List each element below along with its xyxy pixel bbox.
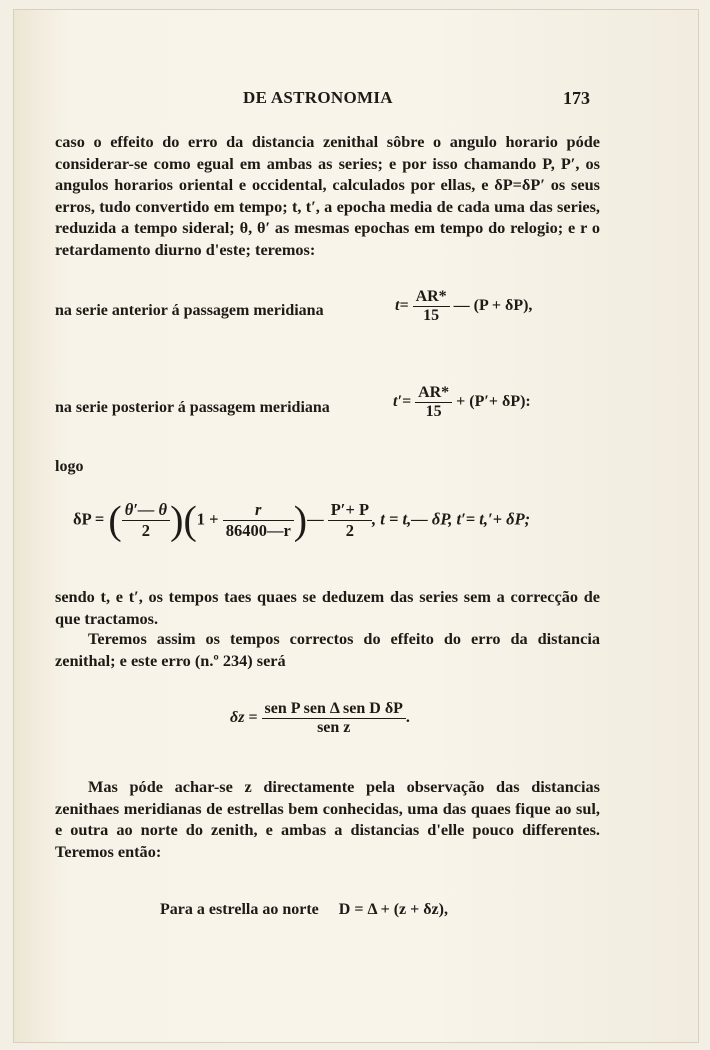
- equation-anterior: [55, 288, 615, 336]
- logo-word: logo: [55, 458, 84, 475]
- eq-c-one-plus: 1 +: [196, 509, 219, 529]
- equation-posterior-label: na serie posterior á passagem meridiana: [55, 399, 330, 416]
- eq-c-lhs: δP =: [73, 509, 105, 529]
- eq-a-denominator: 15: [423, 307, 440, 324]
- eq-c-f2-denominator: 86400—r: [225, 521, 291, 540]
- running-title: DE ASTRONOMIA: [243, 88, 393, 107]
- equation-north-star: [160, 901, 448, 919]
- eq-b-numerator: AR*: [415, 384, 452, 403]
- eq-e-formula: D = Δ + (z + δz),: [338, 901, 448, 918]
- eq-c-fraction-3: [328, 500, 372, 541]
- eq-d-tail: .: [405, 709, 410, 727]
- equation-delta-z-formula: [230, 700, 410, 737]
- page-number: 173: [563, 88, 590, 108]
- eq-c-fraction-1: [122, 500, 170, 541]
- page-header: [0, 80, 710, 110]
- equation-anterior-label: na serie anterior á passagem meridiana: [55, 302, 324, 319]
- eq-c-fraction-2: [223, 500, 294, 541]
- eq-c-f3-numerator: P′+ P: [328, 500, 372, 521]
- close-paren-1: ): [170, 497, 184, 543]
- eq-d-numerator: sen P sen Δ sen D δP: [262, 700, 406, 719]
- paragraph-4: Mas póde achar-se z directamente pela observação das distancias zenithaes meridianas de estrellas bem conhecidas, uma das quaes fique ao sul, e outra ao norte do zenith, e ambas a distancias d'elle pouco differentes. Teremos então:: [55, 777, 600, 861]
- paragraph-3: Teremos assim os tempos correctos do effeito do erro da distancia zenithal; e este erro (n.º 234) será: [55, 629, 600, 670]
- eq-c-f2-numerator: r: [223, 500, 294, 521]
- equation-anterior-formula: [395, 288, 532, 325]
- eq-c-f1-numerator: θ′— θ: [122, 500, 170, 521]
- eq-e-label: Para a estrella ao norte: [160, 901, 319, 918]
- eq-b-fraction: [415, 384, 452, 421]
- equation-posterior-formula: [393, 384, 531, 421]
- eq-c-tail: , t = t,— δP, t′= t,′+ δP;: [372, 509, 531, 529]
- close-paren-2: ): [293, 497, 308, 543]
- eq-b-rhs: + (P′+ δP):: [456, 393, 531, 411]
- eq-b-denominator: 15: [425, 403, 442, 420]
- eq-b-lhs: t′=: [393, 393, 412, 411]
- eq-d-fraction: [262, 700, 406, 737]
- equation-delta-p: [55, 497, 615, 556]
- eq-c-f1-denominator: 2: [141, 521, 151, 540]
- paragraph-1: caso o effeito do erro da distancia zenithal sôbre o angulo horario póde considerar-se como egual em ambas as series; e por isso chamando P, P′, os angulos horarios oriental e occidental, calculados por ellas, e δP=δP′ os seus erros, tudo convertido em tempo; t, t′, a epocha media de cada uma das series, reduzida a tempo sideral; θ, θ′ as mesmas epochas em tempo do relogio; e r o retardamento diurno d'este; teremos:: [55, 132, 600, 259]
- eq-d-lhs: δz =: [230, 709, 258, 727]
- eq-c-minus: —: [307, 509, 324, 529]
- eq-a-fraction: [413, 288, 450, 325]
- open-paren-1: (: [108, 497, 122, 543]
- eq-a-lhs: t=: [395, 297, 409, 315]
- equation-delta-z: [55, 700, 615, 750]
- eq-a-rhs: — (P + δP),: [453, 297, 533, 315]
- eq-d-denominator: sen z: [317, 719, 351, 736]
- equation-delta-p-formula: [73, 497, 531, 543]
- eq-c-f3-denominator: 2: [345, 521, 354, 540]
- paragraph-2: sendo t, e t′, os tempos taes quaes se deduzem das series sem a correcção de que tractamos.: [55, 587, 600, 628]
- eq-a-numerator: AR*: [413, 288, 450, 307]
- open-paren-2: (: [183, 497, 197, 543]
- equation-posterior: [55, 384, 615, 432]
